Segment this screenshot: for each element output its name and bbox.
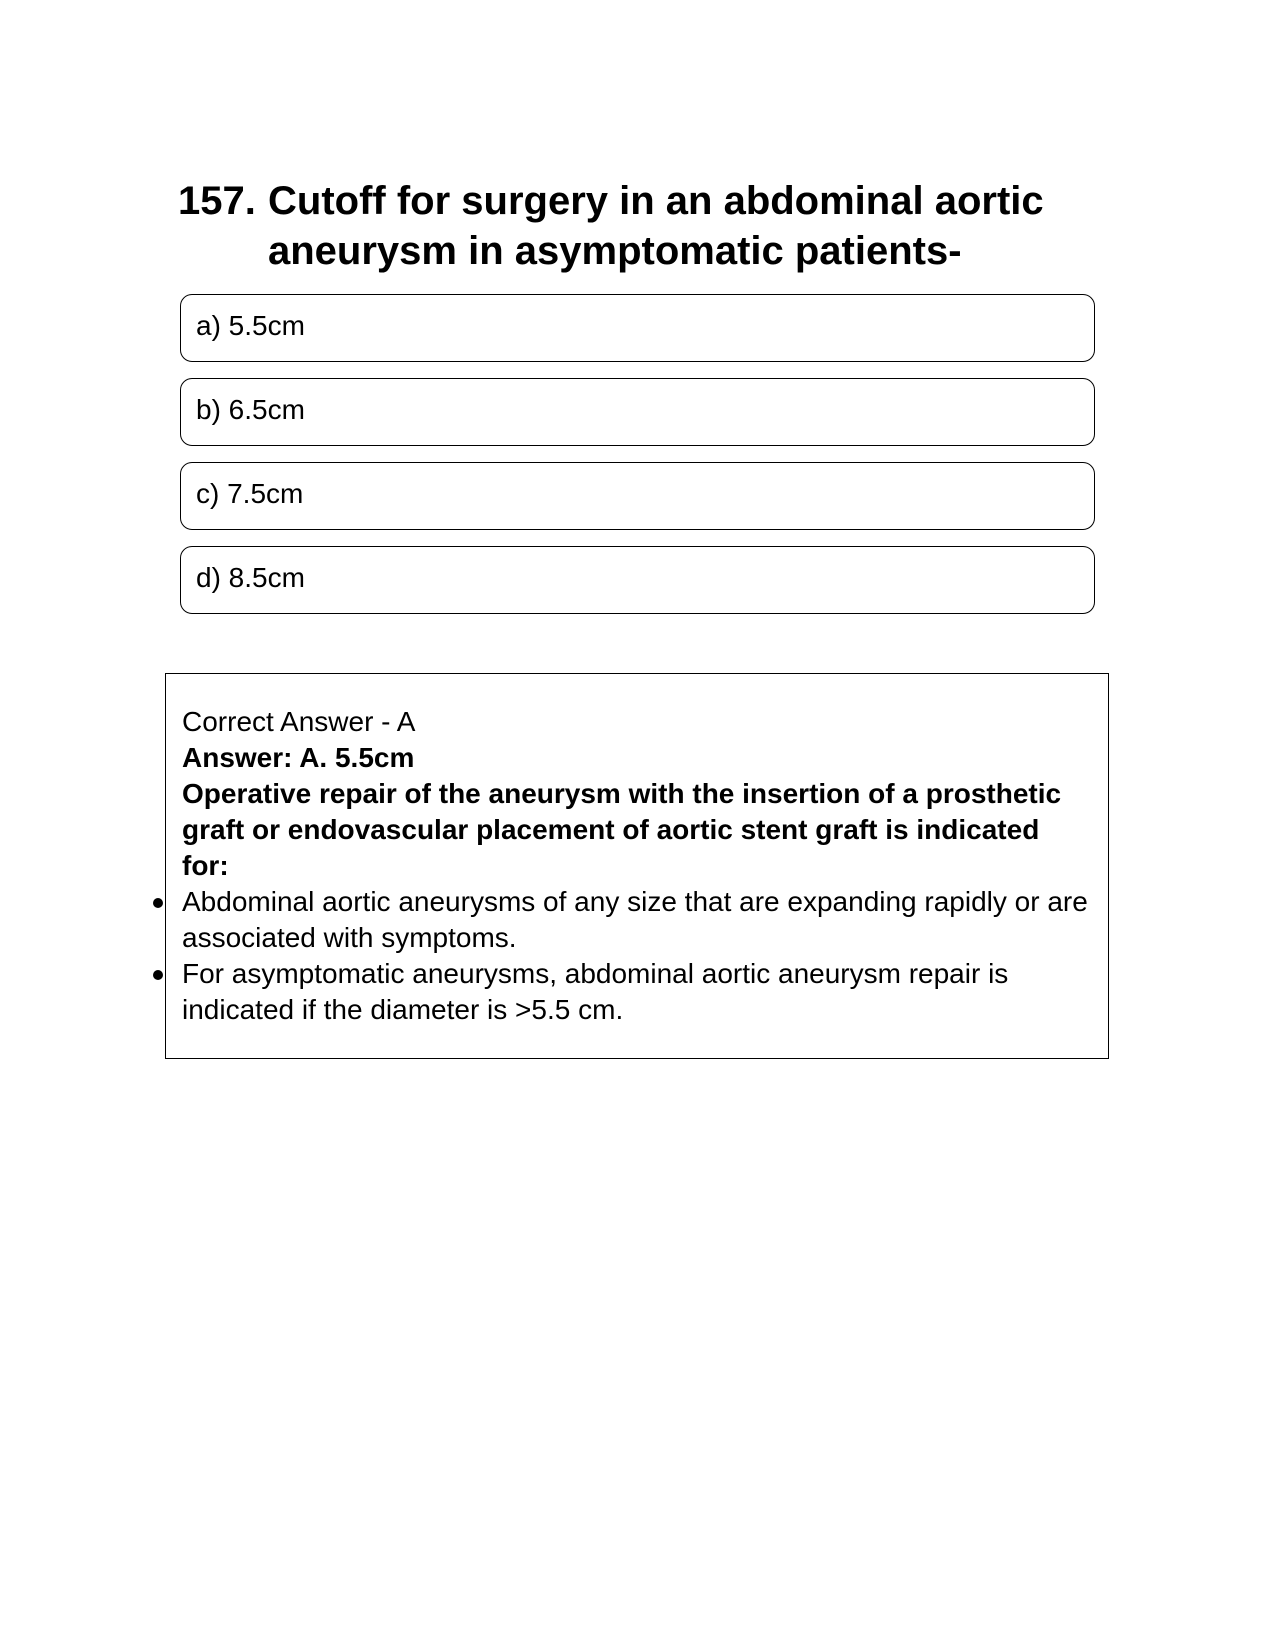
correct-answer-line: Correct Answer - A [182, 706, 416, 737]
option-a[interactable]: a) 5.5cm [180, 294, 1095, 362]
question-number: 157. [178, 179, 256, 223]
option-c[interactable]: c) 7.5cm [180, 462, 1095, 530]
question-heading [178, 176, 1098, 276]
answer-options [180, 294, 1095, 630]
answer-explanation-box [165, 673, 1109, 1059]
bullet-item: Abdominal aortic aneurysms of any size that are expanding rapidly or are associated with symptoms. [182, 884, 1088, 956]
explanation-bullets [182, 884, 1088, 1028]
explanation-heading: Operative repair of the aneurysm with the insertion of a prosthetic graft or endovascular placement of aortic stent graft is indicated for: [182, 778, 1062, 881]
question-text: Cutoff for surgery in an abdominal aortic aneurysm in asymptomatic patients- [268, 179, 1044, 273]
option-d[interactable]: d) 8.5cm [180, 546, 1095, 614]
option-b[interactable]: b) 6.5cm [180, 378, 1095, 446]
bullet-item: For asymptomatic aneurysms, abdominal aortic aneurysm repair is indicated if the diameter is >5.5 cm. [182, 956, 1088, 1028]
answer-line: Answer: A. 5.5cm [182, 742, 415, 773]
